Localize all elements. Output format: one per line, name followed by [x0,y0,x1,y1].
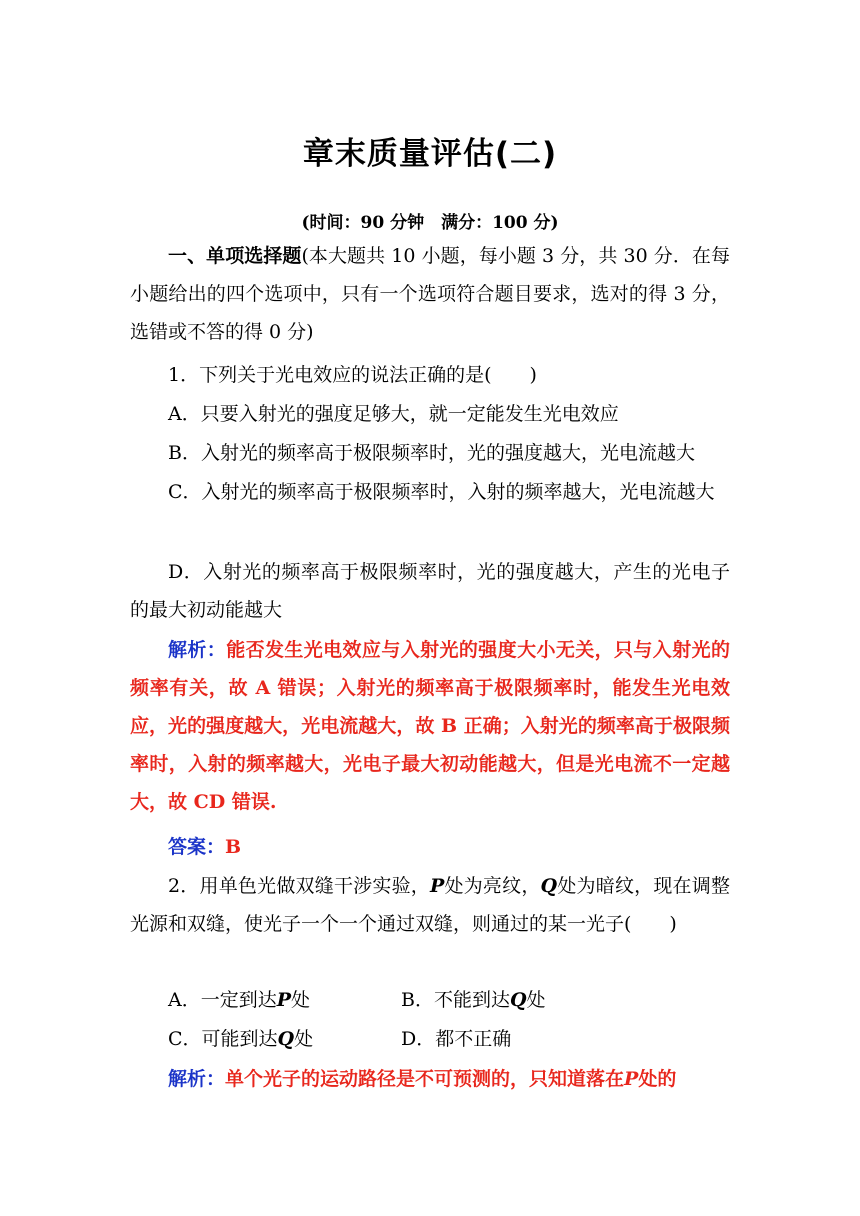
option-text: B．不能到达 [401,989,510,1011]
analysis-text: 能否发生光电效应与入射光的强度大小无关，只与入射光的频率有关，故 A 错误；入射光的频率高于极限频率时，能发生光电效应，光的强度越大，光电流越大，故 B 正确；入射光的频率高于极限频率时，入射的频率越大，光电子最大初动能越大，但是光电流不一定越大，故 CD 错误. [130,639,730,813]
question-1-stem: 1．下列关于光电效应的说法正确的是( ) [168,364,537,386]
option-text: 处 [526,989,546,1011]
question-1-option-d: D．入射光的频率高于极限频率时，光的强度越大，产生的光电子的最大初动能越大 [130,561,730,621]
question-2-option-d: D．都不正确 [401,1028,512,1050]
var-q: Q [277,1028,295,1050]
var-q: Q [509,989,527,1011]
var-p: P [276,989,292,1011]
question-1-option-c: C．入射光的频率高于极限频率时，入射的频率越大，光电流越大 [168,481,715,503]
question-1-analysis [130,631,730,821]
stem-part: 2．用单色光做双缝干涉实验， [168,875,430,897]
answer-label: 答案： [168,836,226,858]
option-text: 处 [294,1028,314,1050]
analysis-text: 处的 [638,1068,677,1090]
option-text: C．可能到达 [168,1028,278,1050]
analysis-text: 单个光子的运动路径是不可预测的，只知道落在 [225,1068,625,1090]
question-2-option-b [401,981,546,1019]
analysis-label: 解析： [168,1068,226,1090]
question-2-option-c [168,1020,313,1058]
section-heading: 一、单项选择题 [168,245,302,267]
question-2-option-a [168,981,310,1019]
var-p: P [624,1068,639,1090]
question-1-answer [130,828,730,866]
stem-part: 处为亮纹， [444,875,541,897]
question-2-stem [130,867,730,943]
question-2-analysis [130,1060,730,1098]
stem-part: 处为暗纹，现在调整光源和双缝，使光子一个一个通过双缝，则通过的某一光子( ) [130,875,730,935]
section-instructions [130,237,730,351]
question-1-option-b: B．入射光的频率高于极限频率时，光的强度越大，光电流越大 [168,442,695,464]
option-text: 处 [291,989,311,1011]
page-title: 章末质量评估(二) [302,136,558,172]
exam-info: (时间：90 分钟 满分：100 分) [301,213,559,233]
var-q: Q [540,875,558,897]
answer-value: B [225,836,242,858]
question-1-option-a: A．只要入射光的强度足够大，就一定能发生光电效应 [168,403,619,425]
option-text: A．一定到达 [168,989,277,1011]
section-instruction-text: (本大题共 10 小题，每小题 3 分，共 30 分．在每小题给出的四个选项中，只有一个选项符合题目要求，选对的得 3 分，选错或不答的得 0 分) [130,245,730,343]
var-p: P [430,875,445,897]
analysis-label: 解析： [168,639,227,661]
